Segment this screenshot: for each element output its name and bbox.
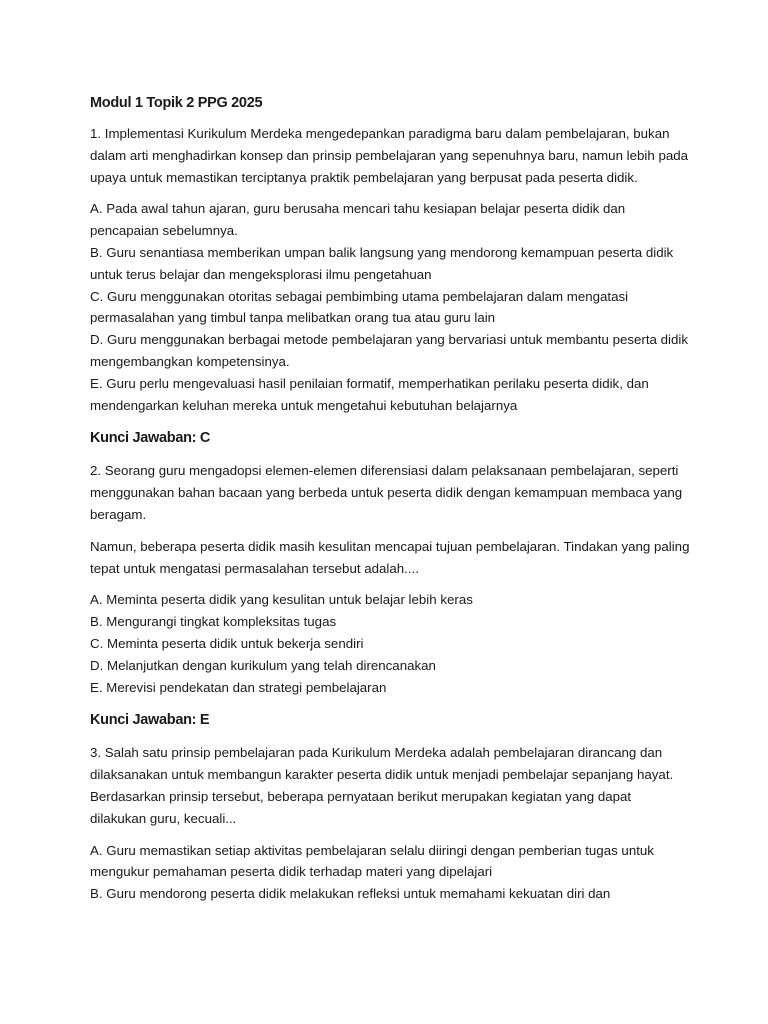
option-a: A. Meminta peserta didik yang kesulitan untuk belajar lebih keras [90,592,473,608]
option-b: B. Guru senantiasa memberikan umpan balik langsung yang mendorong kemampuan peserta didik untuk terus belajar dan mengeksplorasi ilmu pengetahuan [90,244,674,282]
option-c: C. Guru menggunakan otoritas sebagai pembimbing utama pembelajaran dalam mengatasi permasalahan yang timbul tanpa melibatkan orang tua atau guru lain [90,288,629,326]
question-2 [90,460,690,732]
document-title: Modul 1 Topik 2 PPG 2025 [90,95,263,111]
option-e: E. Guru perlu mengevaluasi hasil penilaian formatif, memperhatikan perilaku peserta didik, dan mendengarkan keluhan mereka untuk mengetahui kebutuhan belajarnya [90,375,649,413]
question-3-options [90,840,690,905]
option-c: C. Meminta peserta didik untuk bekerja sendiri [90,635,364,651]
question-1 [90,123,690,450]
question-2-text: 2. Seorang guru mengadopsi elemen-elemen diferensiasi dalam pelaksanaan pembelajaran, seperti menggunakan bahan bacaan yang berbeda untuk peserta didik dengan kemampuan membaca yang beragam. [90,463,683,522]
option-d: D. Guru menggunakan berbagai metode pembelajaran yang bervariasi untuk membantu peserta didik mengembangkan kompetensinya. [90,332,688,369]
option-e: E. Merevisi pendekatan dan strategi pembelajaran [90,679,387,695]
option-b: B. Guru mendorong peserta didik melakukan refleksi untuk memahami kekuatan diri dan [90,886,611,902]
question-3-text: 3. Salah satu prinsip pembelajaran pada Kurikulum Merdeka adalah pembelajaran dirancang dan dilaksanakan untuk membangun karakter peserta didik untuk menjadi pembelajar sepanjang hayat. Berdasarkan prinsip tersebut, beberapa pernyataan berikut merupakan kegiatan yang dapat dilakukan guru, kecuali... [90,745,674,826]
option-a: A. Guru memastikan setiap aktivitas pembelajaran selalu diiringi dengan pemberian tugas untuk mengukur pemahaman peserta didik terhadap materi yang dipelajari [90,842,654,880]
answer-key: Kunci Jawaban: C [90,430,211,447]
option-d: D. Melanjutkan dengan kurikulum yang telah direncanakan [90,657,436,673]
question-2-text-continued: Namun, beberapa peserta didik masih kesulitan mencapai tujuan pembelajaran. Tindakan yang paling tepat untuk mengatasi permasalahan tersebut adalah.... [90,538,690,576]
answer-key: Kunci Jawaban: E [90,712,210,729]
question-1-text: 1. Implementasi Kurikulum Merdeka mengedepankan paradigma baru dalam pembelajaran, bukan dalam arti menghadirkan konsep dan prinsip pembelajaran yang sepenuhnya baru, namun lebih pada upaya untuk memastikan terciptanya praktik pembelajaran yang berpusat pada peserta didik. [90,126,689,185]
option-b: B. Mengurangi tingkat kompleksitas tugas [90,614,337,630]
option-a: A. Pada awal tahun ajaran, guru berusaha mencari tahu kesiapan belajar peserta didik dan pencapaian sebelumnya. [90,201,626,239]
question-1-options [90,198,690,416]
question-3 [90,742,690,905]
question-2-options [90,589,690,698]
document-page [90,93,690,915]
